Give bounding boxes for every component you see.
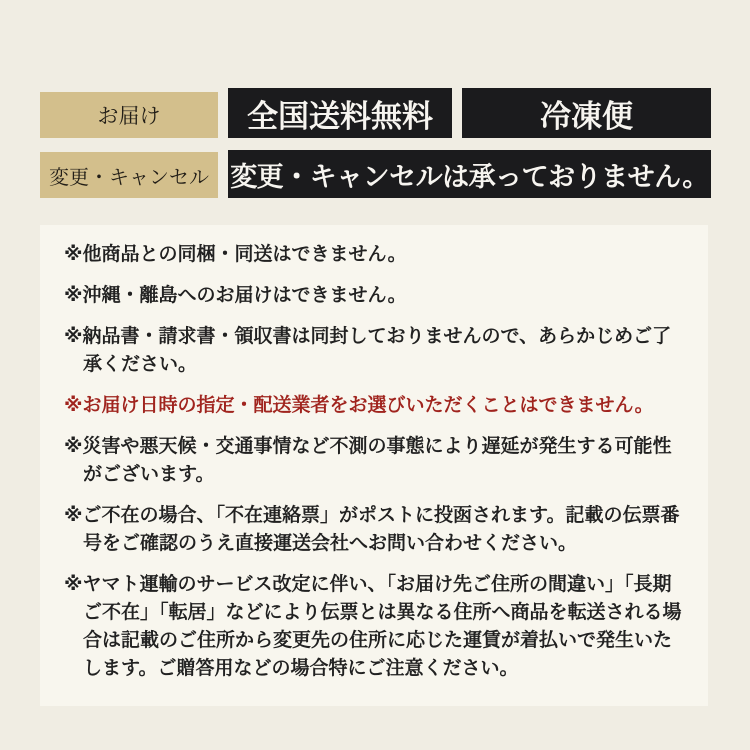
change-cancel-label: 変更・キャンセル bbox=[40, 152, 218, 198]
note-no-invoice: ※納品書・請求書・領収書は同封しておりませんので、あらかじめご了承ください。 bbox=[64, 326, 672, 375]
note-no-date-carrier: ※お届け日時の指定・配送業者をお選びいただくことはできません。 bbox=[64, 395, 654, 416]
free-shipping-badge: 全国送料無料 bbox=[228, 88, 452, 138]
note-absence-notice: ※ご不在の場合、「不在連絡票」がポストに投函されます。記載の伝票番号をご確認のうえ直接運送会社へお問い合わせください。 bbox=[64, 505, 680, 554]
cancel-policy-badge: 変更・キャンセルは承っておりません。 bbox=[228, 150, 711, 198]
frozen-delivery-badge: 冷凍便 bbox=[462, 88, 711, 138]
note-yamato-forwarding: ※ヤマト運輸のサービス改定に伴い、「お届け先ご住所の間違い」「長期ご不在」「転居」などにより伝票とは異なる住所へ商品を転送される場合は記載のご住所から変更先の住所に応じた運賃が着払いで発生いたします。ご贈答用などの場合特にご注意ください。 bbox=[64, 574, 682, 679]
notes-panel bbox=[40, 225, 708, 706]
delivery-label: お届け bbox=[40, 92, 218, 138]
note-delay-possible: ※災害や悪天候・交通事情など不測の事態により遅延が発生する可能性がございます。 bbox=[64, 436, 672, 485]
note-okinawa-islands: ※沖縄・離島へのお届けはできません。 bbox=[64, 285, 407, 306]
note-other-products: ※他商品との同梱・同送はできません。 bbox=[64, 244, 407, 265]
